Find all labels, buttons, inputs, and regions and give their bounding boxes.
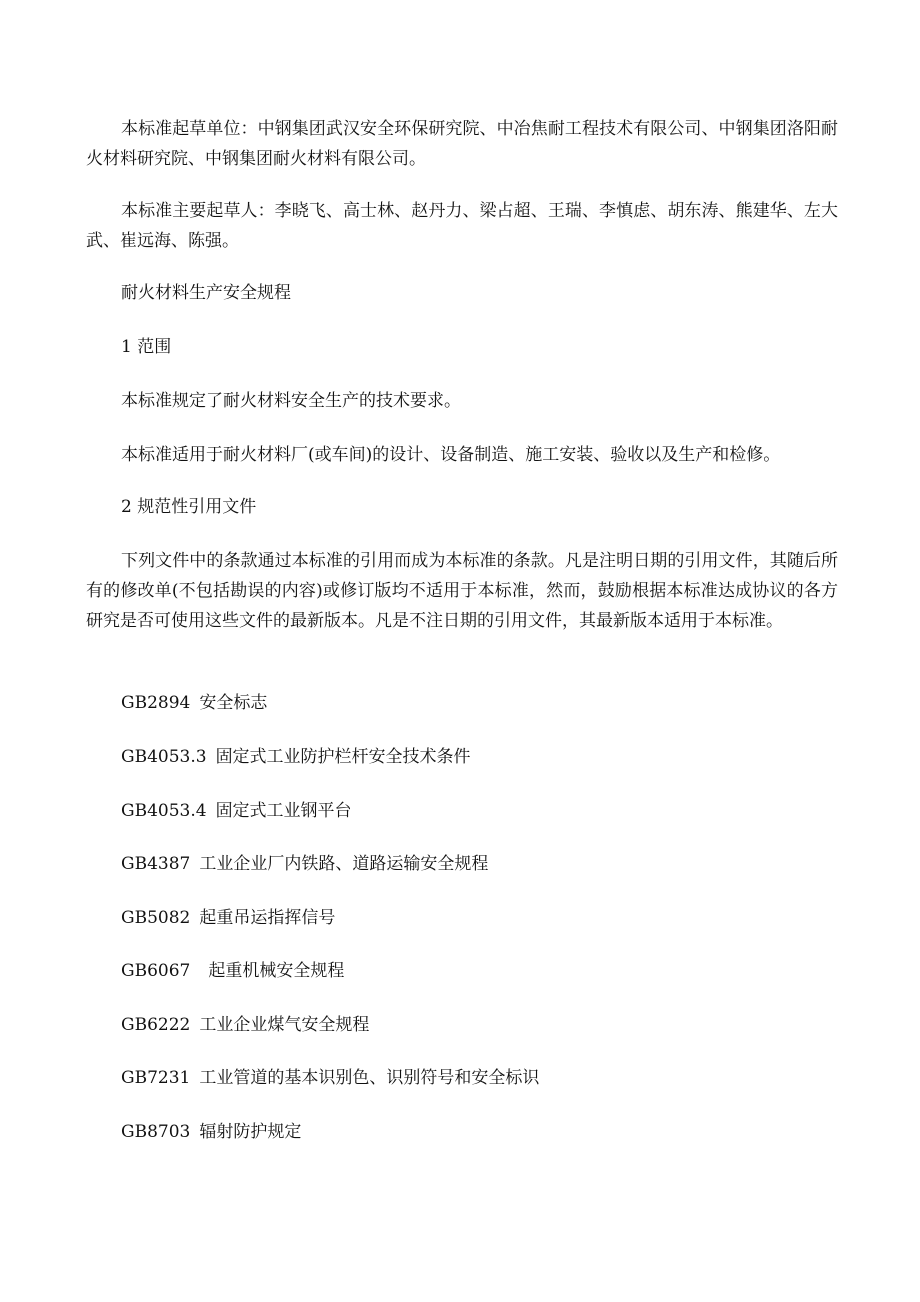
reference-item: [121, 688, 267, 718]
scope-paragraph-1: 本标准规定了耐火材料安全生产的技术要求。: [121, 391, 461, 411]
reference-item: [121, 1010, 369, 1040]
reference-code: GB6067: [121, 961, 191, 981]
reference-title: 安全标志: [199, 693, 268, 713]
standard-title: 耐火材料生产安全规程: [121, 283, 291, 303]
reference-item: [121, 1117, 301, 1147]
scope-paragraph-2: 本标准适用于耐火材料厂(或车间)的设计、设备制造、施工安装、验收以及生产和检修。: [121, 445, 781, 465]
section-2-heading: 2 规范性引用文件: [121, 497, 257, 517]
reference-code: GB4053.3: [121, 747, 207, 767]
reference-title: 起重吊运指挥信号: [199, 908, 336, 928]
reference-item: [121, 796, 352, 826]
reference-item: [121, 742, 471, 772]
references-intro-paragraph: 下列文件中的条款通过本标准的引用而成为本标准的条款。凡是注明日期的引用文件，其随后所有的修改单(不包括勘误的内容)或修订版均不适用于本标准，然而，鼓励根据本标准达成协议的各方研究是否可使用这些文件的最新版本。凡是不注日期的引用文件，其最新版本适用于本标准。: [86, 551, 838, 631]
drafting-units-paragraph: 本标准起草单位：中钢集团武汉安全环保研究院、中冶焦耐工程技术有限公司、中钢集团洛阳耐火材料研究院、中钢集团耐火材料有限公司。: [86, 119, 838, 169]
reference-code: GB4053.4: [121, 801, 207, 821]
reference-title: 固定式工业防护栏杆安全技术条件: [215, 747, 471, 767]
reference-code: GB8703: [121, 1122, 191, 1142]
reference-item: [121, 1063, 539, 1093]
reference-code: GB4387: [121, 854, 191, 874]
reference-title: 工业企业厂内铁路、道路运输安全规程: [199, 854, 489, 874]
section-1-heading: 1 范围: [121, 337, 172, 357]
reference-code: GB6222: [121, 1015, 191, 1035]
reference-item: [121, 849, 488, 879]
drafters-paragraph: 本标准主要起草人：李晓飞、高士林、赵丹力、梁占超、王瑞、李慎虑、胡东涛、熊建华、左大武、崔远海、陈强。: [86, 201, 838, 251]
reference-code: GB5082: [121, 908, 191, 928]
reference-title: 起重机械安全规程: [208, 961, 345, 981]
reference-item: [121, 956, 344, 986]
reference-title: 辐射防护规定: [199, 1122, 302, 1142]
reference-code: GB2894: [121, 693, 191, 713]
reference-title: 固定式工业钢平台: [215, 801, 352, 821]
reference-title: 工业管道的基本识别色、识别符号和安全标识: [199, 1068, 540, 1088]
reference-item: [121, 903, 335, 933]
reference-code: GB7231: [121, 1068, 191, 1088]
reference-title: 工业企业煤气安全规程: [199, 1015, 370, 1035]
